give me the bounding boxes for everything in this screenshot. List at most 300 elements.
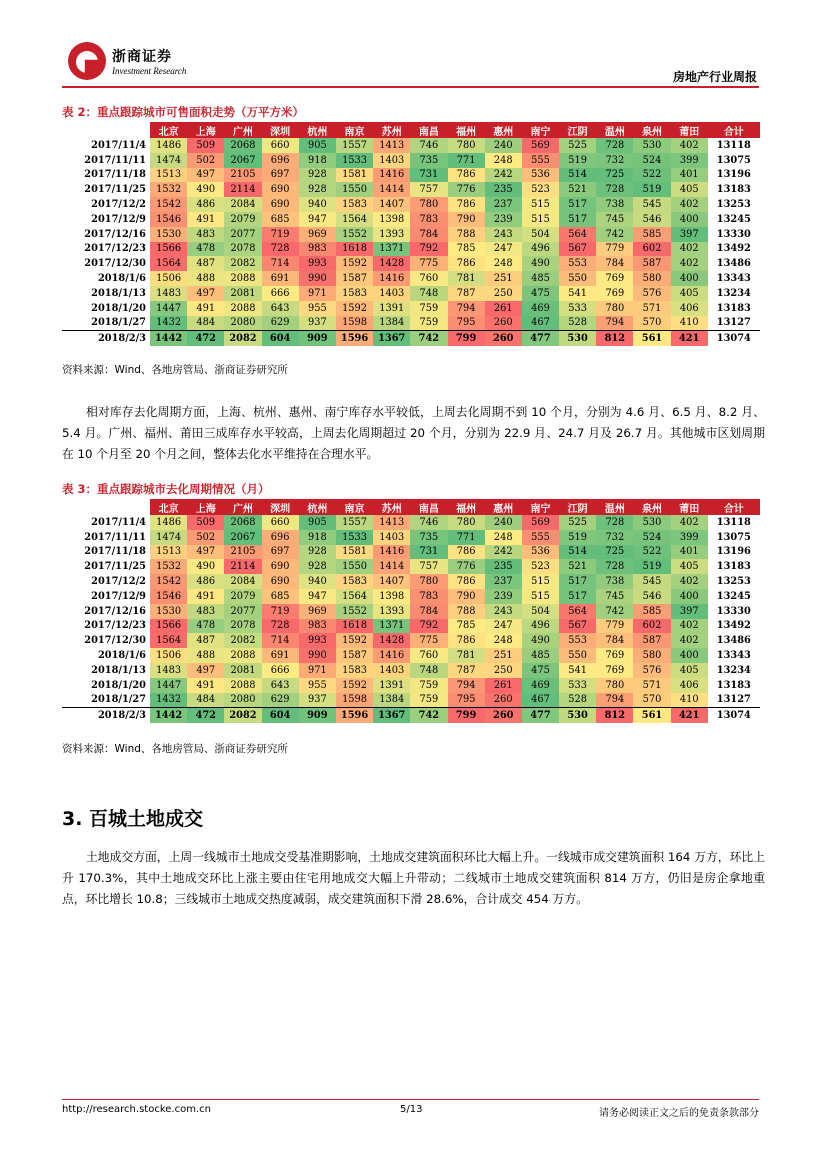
data-cell: 780 bbox=[596, 678, 633, 693]
data-cell: 524 bbox=[633, 530, 670, 545]
data-cell: 685 bbox=[262, 589, 299, 604]
row-date: 2018/1/27 bbox=[62, 693, 150, 708]
data-cell: 928 bbox=[299, 168, 336, 183]
data-cell: 769 bbox=[596, 663, 633, 678]
data-cell: 530 bbox=[559, 331, 596, 346]
data-cell: 517 bbox=[559, 589, 596, 604]
data-cell: 1564 bbox=[336, 212, 373, 227]
data-cell: 1486 bbox=[150, 138, 187, 153]
table-row bbox=[62, 648, 760, 663]
data-cell: 515 bbox=[522, 212, 559, 227]
data-cell: 524 bbox=[633, 153, 670, 168]
data-cell: 1367 bbox=[373, 331, 410, 346]
data-cell: 561 bbox=[633, 708, 670, 723]
data-cell: 780 bbox=[410, 197, 447, 212]
data-cell: 1432 bbox=[150, 316, 187, 331]
data-cell: 780 bbox=[596, 301, 633, 316]
data-cell: 1447 bbox=[150, 678, 187, 693]
data-cell: 2088 bbox=[224, 271, 261, 286]
data-cell: 401 bbox=[671, 545, 708, 560]
data-cell: 410 bbox=[671, 693, 708, 708]
data-cell: 509 bbox=[187, 138, 224, 153]
data-cell: 2077 bbox=[224, 604, 261, 619]
data-cell: 795 bbox=[448, 693, 485, 708]
data-cell: 397 bbox=[671, 227, 708, 242]
data-cell: 795 bbox=[448, 316, 485, 331]
data-cell: 2105 bbox=[224, 168, 261, 183]
data-cell: 421 bbox=[671, 331, 708, 346]
data-cell: 250 bbox=[485, 663, 522, 678]
data-cell: 530 bbox=[559, 708, 596, 723]
data-cell: 472 bbox=[187, 331, 224, 346]
data-cell: 504 bbox=[522, 227, 559, 242]
data-cell: 728 bbox=[596, 138, 633, 153]
data-cell: 491 bbox=[187, 212, 224, 227]
data-cell: 775 bbox=[410, 256, 447, 271]
data-cell: 745 bbox=[596, 589, 633, 604]
column-header: 莆田 bbox=[671, 122, 708, 138]
data-cell: 496 bbox=[522, 242, 559, 257]
data-cell: 2079 bbox=[224, 212, 261, 227]
data-cell: 239 bbox=[485, 589, 522, 604]
brand-logo-icon bbox=[68, 42, 106, 80]
data-cell: 571 bbox=[633, 678, 670, 693]
data-cell: 1513 bbox=[150, 168, 187, 183]
row-date: 2017/12/2 bbox=[62, 197, 150, 212]
data-cell: 1413 bbox=[373, 515, 410, 530]
data-cell: 243 bbox=[485, 227, 522, 242]
data-cell: 696 bbox=[262, 153, 299, 168]
data-cell: 983 bbox=[299, 619, 336, 634]
data-cell: 1416 bbox=[373, 648, 410, 663]
data-cell: 515 bbox=[522, 197, 559, 212]
data-cell: 719 bbox=[262, 227, 299, 242]
data-cell: 779 bbox=[596, 619, 633, 634]
data-cell: 553 bbox=[559, 256, 596, 271]
row-date: 2017/12/16 bbox=[62, 227, 150, 242]
data-cell: 260 bbox=[485, 708, 522, 723]
row-date: 2017/12/9 bbox=[62, 212, 150, 227]
data-cell: 666 bbox=[262, 286, 299, 301]
data-cell: 990 bbox=[299, 271, 336, 286]
data-cell: 769 bbox=[596, 286, 633, 301]
data-cell: 746 bbox=[410, 515, 447, 530]
row-date: 2017/12/2 bbox=[62, 574, 150, 589]
data-cell: 748 bbox=[410, 663, 447, 678]
column-header: 江阴 bbox=[559, 499, 596, 515]
data-cell: 536 bbox=[522, 168, 559, 183]
data-cell: 587 bbox=[633, 633, 670, 648]
data-cell: 1550 bbox=[336, 559, 373, 574]
data-cell: 2078 bbox=[224, 242, 261, 257]
data-cell: 528 bbox=[559, 693, 596, 708]
data-cell: 478 bbox=[187, 619, 224, 634]
data-cell: 691 bbox=[262, 648, 299, 663]
data-cell: 490 bbox=[522, 633, 559, 648]
row-date: 2018/1/20 bbox=[62, 678, 150, 693]
column-header: 惠州 bbox=[485, 499, 522, 515]
data-cell: 780 bbox=[410, 574, 447, 589]
row-date: 2017/11/25 bbox=[62, 559, 150, 574]
table-row bbox=[62, 138, 760, 153]
data-cell: 1474 bbox=[150, 530, 187, 545]
data-cell: 235 bbox=[485, 559, 522, 574]
total-cell: 13118 bbox=[708, 138, 760, 153]
data-cell: 2082 bbox=[224, 256, 261, 271]
data-cell: 399 bbox=[671, 530, 708, 545]
data-cell: 685 bbox=[262, 212, 299, 227]
data-cell: 2079 bbox=[224, 589, 261, 604]
data-cell: 2068 bbox=[224, 138, 261, 153]
data-cell: 1403 bbox=[373, 530, 410, 545]
data-cell: 2082 bbox=[224, 331, 261, 346]
data-cell: 496 bbox=[522, 619, 559, 634]
column-header: 江阴 bbox=[559, 122, 596, 138]
table-row bbox=[62, 301, 760, 316]
data-cell: 491 bbox=[187, 678, 224, 693]
data-cell: 690 bbox=[262, 559, 299, 574]
column-header: 南昌 bbox=[410, 122, 447, 138]
data-cell: 947 bbox=[299, 589, 336, 604]
data-cell: 497 bbox=[187, 168, 224, 183]
data-cell: 515 bbox=[522, 589, 559, 604]
header-corner bbox=[62, 122, 150, 138]
data-cell: 2114 bbox=[224, 559, 261, 574]
data-cell: 533 bbox=[559, 678, 596, 693]
data-cell: 691 bbox=[262, 271, 299, 286]
data-cell: 742 bbox=[410, 331, 447, 346]
data-cell: 1416 bbox=[373, 545, 410, 560]
data-cell: 794 bbox=[448, 678, 485, 693]
data-cell: 731 bbox=[410, 545, 447, 560]
data-cell: 780 bbox=[448, 515, 485, 530]
table-row bbox=[62, 271, 760, 286]
data-cell: 771 bbox=[448, 530, 485, 545]
table3-title: 表 3：重点跟踪城市去化周期情况（月） bbox=[62, 482, 270, 496]
data-cell: 561 bbox=[633, 331, 670, 346]
data-cell: 781 bbox=[448, 271, 485, 286]
data-cell: 1474 bbox=[150, 153, 187, 168]
data-cell: 1483 bbox=[150, 663, 187, 678]
data-cell: 697 bbox=[262, 545, 299, 560]
data-cell: 602 bbox=[633, 619, 670, 634]
data-cell: 971 bbox=[299, 663, 336, 678]
data-cell: 1407 bbox=[373, 574, 410, 589]
row-date: 2017/12/23 bbox=[62, 242, 150, 257]
data-cell: 251 bbox=[485, 648, 522, 663]
data-cell: 2080 bbox=[224, 316, 261, 331]
data-cell: 242 bbox=[485, 545, 522, 560]
table-row bbox=[62, 197, 760, 212]
data-cell: 745 bbox=[596, 212, 633, 227]
data-cell: 553 bbox=[559, 633, 596, 648]
row-date: 2018/1/6 bbox=[62, 648, 150, 663]
data-cell: 484 bbox=[187, 316, 224, 331]
column-header: 南宁 bbox=[522, 122, 559, 138]
data-cell: 1552 bbox=[336, 227, 373, 242]
column-header: 泉州 bbox=[633, 122, 670, 138]
data-cell: 1486 bbox=[150, 515, 187, 530]
row-date: 2018/1/13 bbox=[62, 286, 150, 301]
data-cell: 485 bbox=[522, 648, 559, 663]
table-row bbox=[62, 316, 760, 331]
data-cell: 530 bbox=[633, 138, 670, 153]
table-row bbox=[62, 286, 760, 301]
column-header: 温州 bbox=[596, 122, 633, 138]
data-cell: 788 bbox=[448, 604, 485, 619]
data-cell: 784 bbox=[596, 633, 633, 648]
data-cell: 742 bbox=[596, 604, 633, 619]
data-cell: 402 bbox=[671, 256, 708, 271]
data-cell: 955 bbox=[299, 678, 336, 693]
page-number: 5/13 bbox=[400, 1104, 423, 1115]
data-cell: 909 bbox=[299, 331, 336, 346]
total-cell: 13127 bbox=[708, 316, 760, 331]
data-cell: 483 bbox=[187, 227, 224, 242]
data-cell: 983 bbox=[299, 242, 336, 257]
data-cell: 490 bbox=[522, 256, 559, 271]
data-cell: 555 bbox=[522, 530, 559, 545]
column-header: 苏州 bbox=[373, 122, 410, 138]
data-cell: 1592 bbox=[336, 256, 373, 271]
data-cell: 732 bbox=[596, 530, 633, 545]
data-cell: 1592 bbox=[336, 633, 373, 648]
data-cell: 792 bbox=[410, 242, 447, 257]
column-header: 泉州 bbox=[633, 499, 670, 515]
row-date: 2017/11/18 bbox=[62, 168, 150, 183]
column-header: 福州 bbox=[448, 122, 485, 138]
data-cell: 467 bbox=[522, 316, 559, 331]
data-cell: 2068 bbox=[224, 515, 261, 530]
data-cell: 784 bbox=[410, 604, 447, 619]
table-row bbox=[62, 168, 760, 183]
data-cell: 536 bbox=[522, 545, 559, 560]
data-cell: 1393 bbox=[373, 604, 410, 619]
data-cell: 475 bbox=[522, 663, 559, 678]
data-cell: 905 bbox=[299, 138, 336, 153]
data-cell: 784 bbox=[410, 227, 447, 242]
footer-url[interactable]: http://research.stocke.com.cn bbox=[62, 1104, 211, 1115]
data-cell: 402 bbox=[671, 574, 708, 589]
data-cell: 1428 bbox=[373, 256, 410, 271]
data-cell: 405 bbox=[671, 286, 708, 301]
data-cell: 728 bbox=[596, 559, 633, 574]
data-cell: 760 bbox=[410, 648, 447, 663]
header-corner bbox=[62, 499, 150, 515]
data-cell: 240 bbox=[485, 138, 522, 153]
data-cell: 786 bbox=[448, 633, 485, 648]
data-cell: 509 bbox=[187, 515, 224, 530]
column-header: 合计 bbox=[708, 499, 760, 515]
data-cell: 725 bbox=[596, 168, 633, 183]
data-cell: 546 bbox=[633, 589, 670, 604]
data-cell: 728 bbox=[262, 242, 299, 257]
data-cell: 261 bbox=[485, 301, 522, 316]
data-cell: 990 bbox=[299, 648, 336, 663]
table-row bbox=[62, 574, 760, 589]
data-cell: 1557 bbox=[336, 138, 373, 153]
total-cell: 13343 bbox=[708, 271, 760, 286]
data-cell: 2088 bbox=[224, 301, 261, 316]
data-cell: 1407 bbox=[373, 197, 410, 212]
data-cell: 786 bbox=[448, 256, 485, 271]
row-date: 2017/11/4 bbox=[62, 138, 150, 153]
data-cell: 783 bbox=[410, 212, 447, 227]
table-row bbox=[62, 663, 760, 678]
data-cell: 1414 bbox=[373, 182, 410, 197]
data-cell: 2080 bbox=[224, 693, 261, 708]
data-cell: 1587 bbox=[336, 271, 373, 286]
data-cell: 472 bbox=[187, 708, 224, 723]
data-cell: 1398 bbox=[373, 589, 410, 604]
row-date: 2018/1/13 bbox=[62, 663, 150, 678]
data-cell: 405 bbox=[671, 559, 708, 574]
data-cell: 909 bbox=[299, 708, 336, 723]
data-cell: 1442 bbox=[150, 331, 187, 346]
data-cell: 604 bbox=[262, 708, 299, 723]
data-cell: 725 bbox=[596, 545, 633, 560]
data-cell: 564 bbox=[559, 604, 596, 619]
column-header: 北京 bbox=[150, 499, 187, 515]
table-row bbox=[62, 559, 760, 574]
data-cell: 602 bbox=[633, 242, 670, 257]
data-cell: 735 bbox=[410, 153, 447, 168]
data-cell: 643 bbox=[262, 678, 299, 693]
data-cell: 1506 bbox=[150, 648, 187, 663]
report-type: 房地产行业周报 bbox=[672, 70, 757, 84]
data-cell: 787 bbox=[448, 286, 485, 301]
data-cell: 783 bbox=[410, 589, 447, 604]
data-cell: 251 bbox=[485, 271, 522, 286]
data-cell: 1596 bbox=[336, 331, 373, 346]
table-row bbox=[62, 153, 760, 168]
data-cell: 1384 bbox=[373, 693, 410, 708]
data-cell: 1371 bbox=[373, 619, 410, 634]
row-date: 2018/1/6 bbox=[62, 271, 150, 286]
data-cell: 1557 bbox=[336, 515, 373, 530]
data-cell: 491 bbox=[187, 589, 224, 604]
paragraph-destocking: 相对库存去化周期方面，上海、杭州、惠州、南宁库存水平较低，上周去化周期不到 10 个月，分别为 4.6 月、6.5 月、8.2 月、5.4 月。广州、福州、莆田三成库存水平较高，上周去化周期超过 20 个月，分别为 22.9 月、24.7 月及 26.7 月。其他城市区划周期在 10 个月至 20 个月之间，整体去化水平维持在合理水平。 bbox=[62, 405, 765, 461]
data-cell: 779 bbox=[596, 242, 633, 257]
data-cell: 757 bbox=[410, 182, 447, 197]
data-cell: 2105 bbox=[224, 545, 261, 560]
column-header: 合计 bbox=[708, 122, 760, 138]
data-cell: 1398 bbox=[373, 212, 410, 227]
table-row bbox=[62, 604, 760, 619]
data-cell: 550 bbox=[559, 271, 596, 286]
data-cell: 497 bbox=[187, 663, 224, 678]
data-cell: 993 bbox=[299, 256, 336, 271]
data-cell: 937 bbox=[299, 316, 336, 331]
total-cell: 13118 bbox=[708, 515, 760, 530]
table-row bbox=[62, 619, 760, 634]
data-cell: 1564 bbox=[150, 256, 187, 271]
data-cell: 248 bbox=[485, 153, 522, 168]
data-cell: 260 bbox=[485, 693, 522, 708]
row-date: 2018/2/3 bbox=[62, 331, 150, 346]
row-date: 2017/12/30 bbox=[62, 256, 150, 271]
data-cell: 240 bbox=[485, 515, 522, 530]
data-cell: 947 bbox=[299, 212, 336, 227]
data-cell: 517 bbox=[559, 574, 596, 589]
data-cell: 528 bbox=[559, 316, 596, 331]
total-cell: 13127 bbox=[708, 693, 760, 708]
data-cell: 690 bbox=[262, 197, 299, 212]
data-cell: 519 bbox=[559, 530, 596, 545]
data-cell: 576 bbox=[633, 663, 670, 678]
data-cell: 545 bbox=[633, 574, 670, 589]
data-cell: 504 bbox=[522, 604, 559, 619]
data-cell: 400 bbox=[671, 589, 708, 604]
data-cell: 940 bbox=[299, 574, 336, 589]
data-cell: 1533 bbox=[336, 530, 373, 545]
table-row bbox=[62, 589, 760, 604]
total-cell: 13074 bbox=[708, 708, 760, 723]
data-cell: 928 bbox=[299, 182, 336, 197]
data-cell: 812 bbox=[596, 708, 633, 723]
data-cell: 719 bbox=[262, 604, 299, 619]
data-cell: 487 bbox=[187, 633, 224, 648]
data-cell: 402 bbox=[671, 515, 708, 530]
data-cell: 570 bbox=[633, 693, 670, 708]
data-cell: 521 bbox=[559, 182, 596, 197]
data-cell: 728 bbox=[262, 619, 299, 634]
row-date: 2017/12/23 bbox=[62, 619, 150, 634]
data-cell: 1587 bbox=[336, 648, 373, 663]
data-cell: 405 bbox=[671, 182, 708, 197]
data-cell: 467 bbox=[522, 693, 559, 708]
data-cell: 771 bbox=[448, 153, 485, 168]
data-cell: 1550 bbox=[336, 182, 373, 197]
data-cell: 748 bbox=[410, 286, 447, 301]
table-row bbox=[62, 693, 760, 708]
row-date: 2018/1/20 bbox=[62, 301, 150, 316]
data-cell: 521 bbox=[559, 559, 596, 574]
data-cell: 1367 bbox=[373, 708, 410, 723]
data-cell: 1592 bbox=[336, 678, 373, 693]
data-cell: 488 bbox=[187, 648, 224, 663]
total-cell: 13183 bbox=[708, 182, 760, 197]
column-header: 上海 bbox=[187, 499, 224, 515]
data-cell: 660 bbox=[262, 515, 299, 530]
row-date: 2018/2/3 bbox=[62, 708, 150, 723]
data-cell: 1416 bbox=[373, 271, 410, 286]
row-date: 2018/1/27 bbox=[62, 316, 150, 331]
data-cell: 397 bbox=[671, 604, 708, 619]
data-cell: 728 bbox=[596, 515, 633, 530]
data-cell: 790 bbox=[448, 212, 485, 227]
table-row bbox=[62, 515, 760, 530]
data-cell: 1618 bbox=[336, 619, 373, 634]
data-cell: 1530 bbox=[150, 604, 187, 619]
data-cell: 486 bbox=[187, 197, 224, 212]
total-cell: 13492 bbox=[708, 242, 760, 257]
data-cell: 759 bbox=[410, 316, 447, 331]
data-cell: 1546 bbox=[150, 589, 187, 604]
data-cell: 514 bbox=[559, 545, 596, 560]
total-cell: 13196 bbox=[708, 545, 760, 560]
data-cell: 485 bbox=[522, 271, 559, 286]
data-cell: 569 bbox=[522, 138, 559, 153]
data-cell: 1391 bbox=[373, 678, 410, 693]
data-cell: 1542 bbox=[150, 197, 187, 212]
header-divider bbox=[62, 86, 759, 88]
table-row bbox=[62, 227, 760, 242]
column-header: 上海 bbox=[187, 122, 224, 138]
data-cell: 1428 bbox=[373, 633, 410, 648]
data-cell: 497 bbox=[187, 286, 224, 301]
data-cell: 784 bbox=[596, 256, 633, 271]
